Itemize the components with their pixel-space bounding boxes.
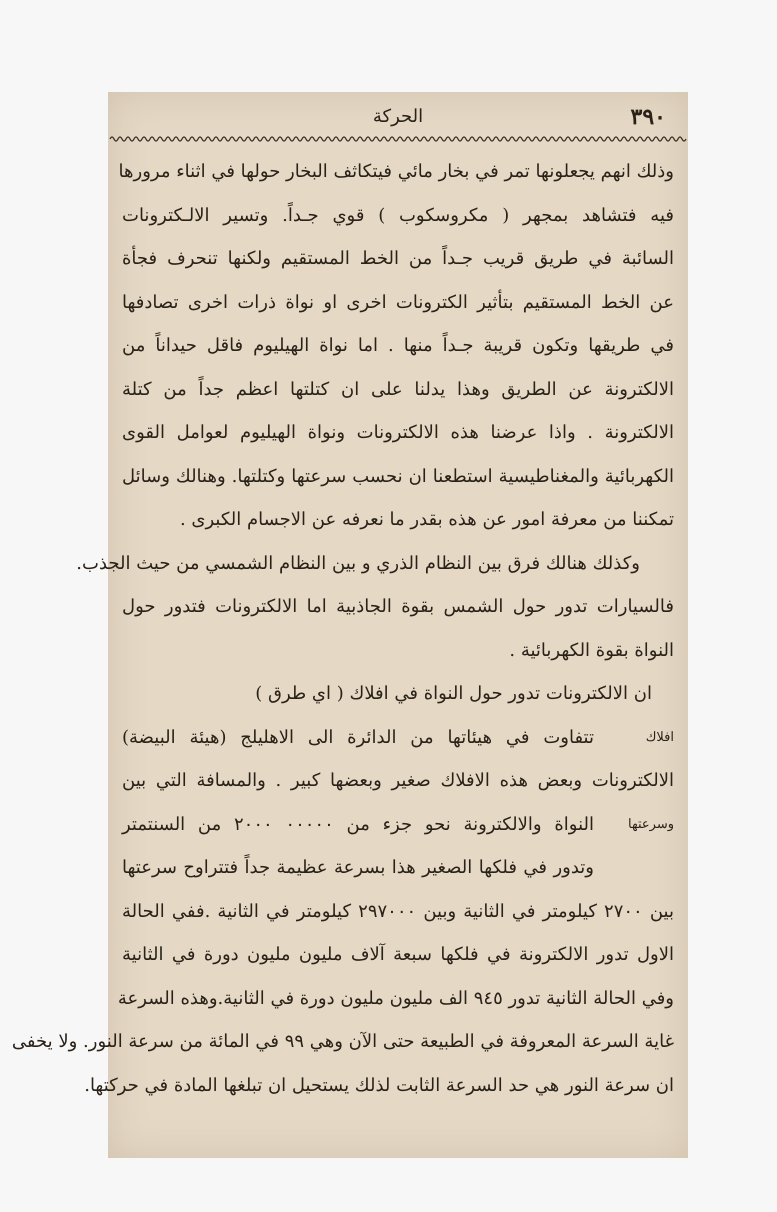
text-line: النواة بقوة الكهربائية . <box>509 639 674 661</box>
text-line: الالكترونة . واذا عرضنا هذه الالكترونات ونواة الهيليوم لعوامل القوى <box>122 422 674 443</box>
text-line: تمكننا من معرفة امور عن هذه بقدر ما نعرفه عن الاجسام الكبرى . <box>179 509 674 530</box>
text-line: وتدور في فلكها الصغير هذا بسرعة عظيمة جداً فتتراوح سرعتها <box>122 857 594 878</box>
text-line: فالسيارات تدور حول الشمس بقوة الجاذبية اما الالكترونات فتدور حول <box>122 596 674 617</box>
margin-note-aflak: افلاك <box>645 729 674 745</box>
page-number: ٣٩٠ <box>630 104 666 130</box>
paragraph-2 <box>76 542 674 673</box>
text-line: الالكترونة عن الطريق وهذا يدلنا على ان كتلتها اعظم جداً من كتلة <box>122 378 674 400</box>
text-line: الالكترونات وبعض هذه الافلاك صغير وبعضها كبير . والمسافة التي بين <box>122 770 674 791</box>
text-line: وكذلك هنالك فرق بين النظام الذري و بين النظام الشمسي من حيث الجذب. <box>76 552 640 574</box>
running-title: الحركة <box>372 106 424 127</box>
book-page <box>11 92 688 1158</box>
text-line: غاية السرعة المعروفة في الطبيعة حتى الآن وهي ٩٩ في المائة من سرعة النور. ولا يخفى <box>11 1031 674 1052</box>
text-line: الكهربائية والمغناطيسية استطعنا ان نحسب سرعتها وكتلتها. وهنالك وسائل <box>122 465 674 487</box>
wavy-rule-ornament <box>110 134 686 144</box>
text-line: تتفاوت في هيئاتها من الدائرة الى الاهليلج (هيئة البيضة) <box>122 726 594 748</box>
section-orbits <box>11 672 674 1107</box>
text-line: الاول تدور الالكترونة في فلكها سبعة آلاف مليون مليون دورة في الثانية <box>122 944 674 965</box>
page-header <box>108 100 688 136</box>
body-text <box>11 150 674 1107</box>
text-line <box>122 846 674 890</box>
text-line: بين ٢٧٠٠ كيلومتر في الثانية وبين ٢٩٧٠٠٠ كيلومتر في الثانية .ففي الحالة <box>122 900 674 922</box>
text-line: ان سرعة النور هي حد السرعة الثابت لذلك يستحيل ان تبلغها المادة في حركتها. <box>84 1074 674 1096</box>
text-line: النواة والالكترونة نحو جزء من ٠٠٠٠٠ ٢٠٠٠ من السنتمتر <box>122 813 594 835</box>
paragraph-1 <box>118 150 674 542</box>
text-line: السائبة في طريق قريب جـداً من الخط المستقيم ولكنها تنحرف فجأة <box>122 248 674 269</box>
text-line-with-margin <box>122 803 674 847</box>
section-heading: ان الالكترونات تدور حول النواة في افلاك ( اي طرق ) <box>255 683 652 704</box>
text-line: عن الخط المستقيم بتأثير الكترونات اخرى او نواة ذرات اخرى تصادفها <box>122 291 674 313</box>
text-line: وفي الحالة الثانية تدور ٩٤٥ الف مليون مليون دورة في الثانية.وهذه السرعة <box>117 987 674 1009</box>
text-line: وذلك انهم يجعلونها تمر في بخار مائي فيتكاثف البخار حولها في اثناء مرورها <box>118 161 674 182</box>
text-line: فيه فتشاهد بمجهر ( مكروسكوب ) قوي جـداً. وتسير الالـكترونات <box>122 204 674 226</box>
margin-note-sura: وسرعتها <box>628 816 674 832</box>
text-line-with-margin <box>122 716 674 760</box>
text-line: في طريقها وتكون قريبة جـداً منها . اما نواة الهيليوم فاقل حيداناً من <box>122 335 674 356</box>
